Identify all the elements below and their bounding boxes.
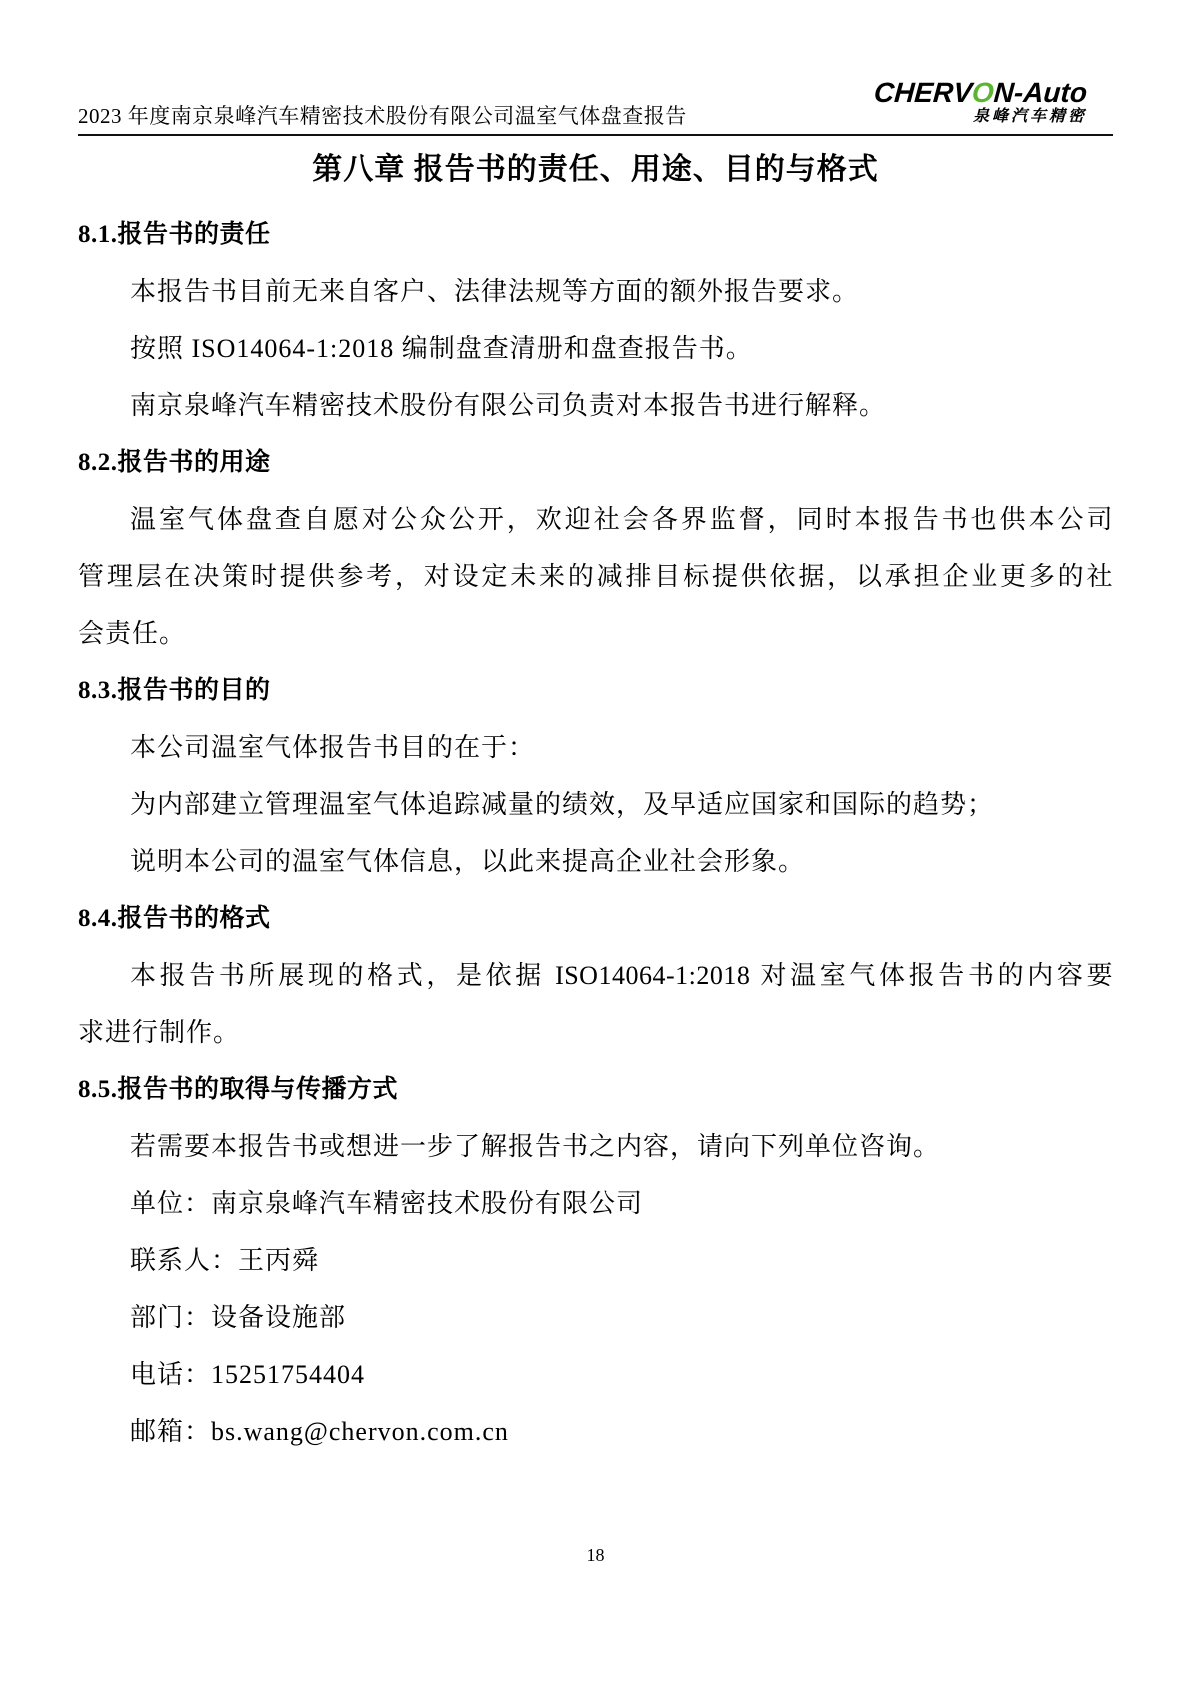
page-content [78, 134, 1113, 1460]
paragraph-line: 按照 ISO14064-1:2018 编制盘查清册和盘查报告书。 [130, 334, 753, 363]
contact-person-line: 联系人：王丙舜 [130, 1246, 320, 1275]
paragraph-line: 若需要本报告书或想进一步了解报告书之内容，请向下列单位咨询。 [130, 1132, 941, 1161]
page-footer [0, 1545, 1191, 1566]
section-heading: 8.4.报告书的格式 [78, 905, 271, 932]
logo-wordmark [873, 79, 1088, 107]
chapter-title: 第八章 报告书的责任、用途、目的与格式 [312, 153, 879, 186]
section-8-2 [78, 434, 1113, 662]
paragraph-line: 南京泉峰汽车精密技术股份有限公司负责对本报告书进行解释。 [130, 391, 887, 420]
contact-department-line: 部门：设备设施部 [130, 1303, 347, 1332]
section-heading: 8.2.报告书的用途 [78, 449, 271, 476]
header-document-title: 2023 年度南京泉峰汽车精密技术股份有限公司温室气体盘查报告 [78, 104, 687, 128]
logo-text-post: N-Auto [992, 77, 1089, 108]
paragraph-line: 本报告书目前无来自客户、法律法规等方面的额外报告要求。 [130, 277, 860, 306]
section-8-3 [78, 662, 1113, 890]
logo-subtitle: 泉峰汽车精密 [972, 108, 1087, 125]
paragraph-line: 温室气体盘查自愿对公众公开，欢迎社会各界监督，同时本报告书也供本公司 [130, 505, 1113, 534]
paragraph-line: 会责任。 [78, 619, 187, 648]
contact-phone-line: 电话：15251754404 [130, 1360, 366, 1389]
paragraph-line: 本报告书所展现的格式，是依据 ISO14064-1:2018 对温室气体报告书的内容要 [130, 961, 1113, 990]
paragraph-line: 说明本公司的温室气体信息，以此来提高企业社会形象。 [130, 847, 806, 876]
section-8-4 [78, 890, 1113, 1061]
brand-logo [874, 79, 1087, 125]
page-header [78, 0, 1113, 136]
paragraph-line: 为内部建立管理温室气体追踪减量的绩效，及早适应国家和国际的趋势； [130, 790, 995, 819]
section-heading: 8.1.报告书的责任 [78, 221, 271, 248]
section-heading: 8.3.报告书的目的 [78, 677, 271, 704]
paragraph-line: 管理层在决策时提供参考，对设定未来的减排目标提供依据，以承担企业更多的社 [78, 562, 1113, 591]
section-8-5 [78, 1061, 1113, 1460]
paragraph-line: 本公司温室气体报告书目的在于： [130, 733, 536, 762]
contact-email-line: 邮箱：bs.wang@chervon.com.cn [130, 1417, 509, 1446]
contact-unit-line: 单位：南京泉峰汽车精密技术股份有限公司 [130, 1189, 644, 1218]
section-8-1 [78, 206, 1113, 434]
logo-green-o: O [970, 77, 995, 108]
page-number: 18 [586, 1545, 605, 1565]
section-heading: 8.5.报告书的取得与传播方式 [78, 1076, 399, 1103]
paragraph-line: 求进行制作。 [78, 1018, 241, 1047]
logo-text-pre: CHERV [872, 77, 974, 108]
